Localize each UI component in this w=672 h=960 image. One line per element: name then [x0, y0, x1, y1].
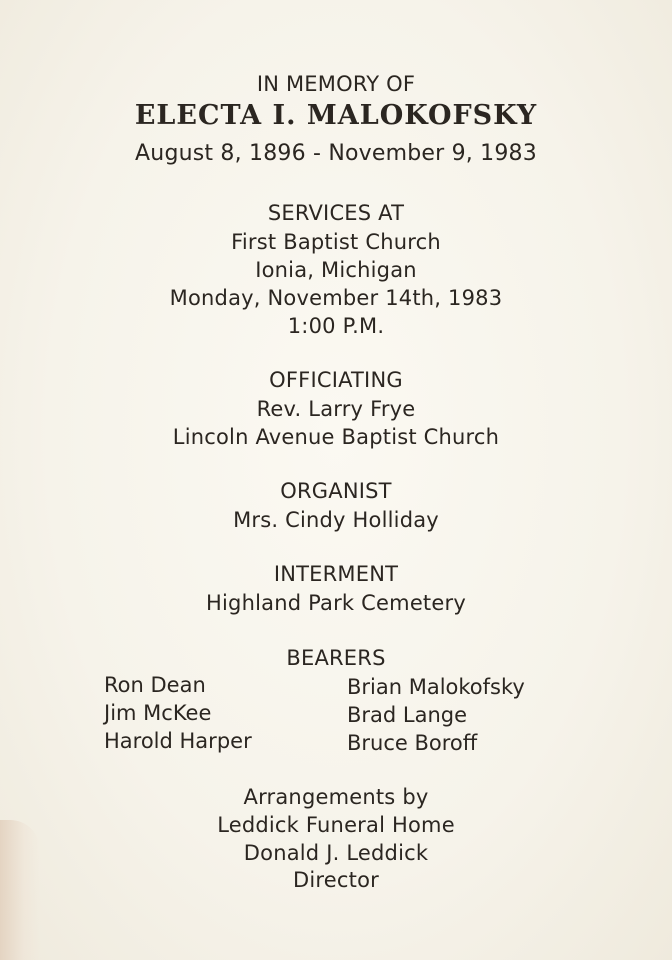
services-time: 1:00 P.M.: [287, 314, 385, 338]
services-church: First Baptist Church: [231, 230, 441, 254]
in-memory-of-heading: IN MEMORY OF: [256, 72, 416, 96]
services-city: Ionia, Michigan: [255, 258, 417, 282]
bearer-left-3: Harold Harper: [104, 729, 252, 753]
deceased-name: ELECTA I. MALOKOFSKY: [134, 100, 538, 131]
organist-heading: ORGANIST: [280, 479, 392, 503]
officiating-name: Rev. Larry Frye: [256, 397, 416, 421]
officiating-heading: OFFICIATING: [269, 368, 403, 392]
director-title: Director: [293, 868, 379, 892]
director-name: Donald J. Leddick: [243, 841, 429, 865]
interment-place: Highland Park Cemetery: [206, 591, 466, 615]
bearer-right-1: Brian Malokofsky: [347, 675, 525, 699]
life-dates: August 8, 1896 - November 9, 1983: [135, 141, 537, 166]
officiating-church: Lincoln Avenue Baptist Church: [172, 425, 500, 449]
arrangements-heading: Arrangements by: [243, 785, 429, 809]
services-date: Monday, November 14th, 1983: [169, 286, 503, 310]
organist-name: Mrs. Cindy Holliday: [233, 508, 439, 532]
services-heading: SERVICES AT: [267, 201, 405, 225]
bearer-right-2: Brad Lange: [347, 703, 468, 727]
bearers-heading: BEARERS: [286, 646, 386, 670]
funeral-home: Leddick Funeral Home: [217, 813, 455, 837]
bearer-left-2: Jim McKee: [104, 701, 212, 725]
bearer-right-3: Bruce Boroff: [347, 731, 478, 755]
interment-heading: INTERMENT: [273, 562, 399, 586]
bearer-left-1: Ron Dean: [104, 673, 206, 697]
